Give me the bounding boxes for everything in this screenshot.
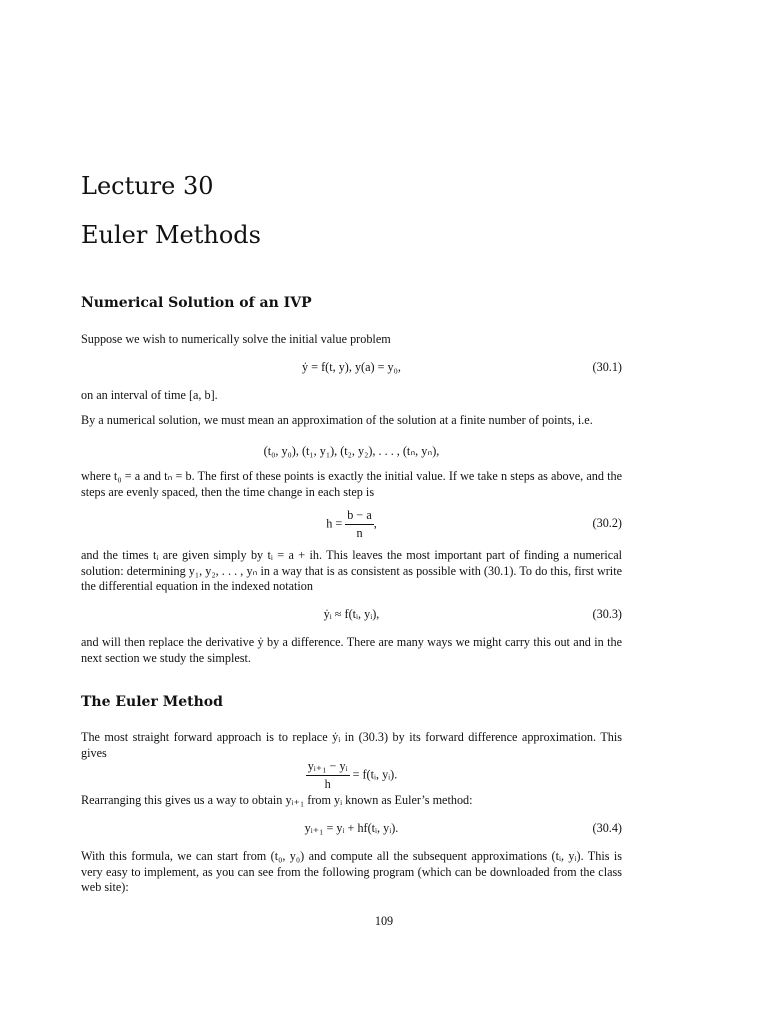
equation-forward-difference-math <box>81 759 622 792</box>
equation-30-2-math <box>81 508 622 541</box>
equation-30-2-rhs: , <box>373 516 377 531</box>
lecture-label: Lecture 30 <box>81 172 214 200</box>
equation-30-1-math: ẏ = f(t, y), y(a) = y₀, <box>302 360 401 374</box>
page-number: 109 <box>374 914 394 928</box>
paragraph-replace-derivative: and will then replace the derivative ẏ by a difference. There are many ways we might carry this out and in the next section we study the simplest. <box>81 635 622 665</box>
equation-30-2-numerator: b − a <box>345 508 373 525</box>
equation-30-2-lhs: h = <box>326 516 346 531</box>
equation-points-math: (t₀, y₀), (t₁, y₁), (t₂, y₂), . . . , (tₙ, yₙ), <box>263 444 440 458</box>
paragraph-steps: where t₀ = a and tₙ = b. The first of these points is exactly the initial value. If we take n steps as above, and the steps are evenly spaced, then the time change in each step is <box>81 469 622 499</box>
paragraph-forward-difference: The most straight forward approach is to replace ẏᵢ in (30.3) by its forward difference approximation. This gives <box>81 730 622 760</box>
section-heading-ivp: Numerical Solution of an IVP <box>81 295 312 311</box>
equation-forward-difference-denominator: h <box>324 777 331 791</box>
equation-30-3 <box>81 607 622 623</box>
equation-forward-difference <box>81 759 622 791</box>
chapter-title: Euler Methods <box>81 221 261 249</box>
section-heading-euler: The Euler Method <box>81 694 223 710</box>
equation-points <box>81 444 622 460</box>
paragraph-intro: Suppose we wish to numerically solve the initial value problem <box>81 332 391 346</box>
paragraph-numerical-solution: By a numerical solution, we must mean an approximation of the solution at a finite number of points, i.e. <box>81 413 593 427</box>
equation-30-4-math: yᵢ₊₁ = yᵢ + hf(tᵢ, yᵢ). <box>304 821 399 835</box>
paragraph-interval: on an interval of time [a, b]. <box>81 388 218 402</box>
equation-30-2-tag: (30.2) <box>592 516 622 530</box>
equation-30-4-tag: (30.4) <box>592 821 622 835</box>
equation-30-1-tag: (30.1) <box>592 360 622 374</box>
equation-30-4 <box>81 821 622 837</box>
equation-forward-difference-fraction <box>306 759 350 792</box>
paragraph-formula: With this formula, we can start from (t₀, y₀) and compute all the subsequent approximations (tᵢ, yᵢ). This is very easy to implement, as you can see from the following program (which can be downloaded from the class web site): <box>81 849 622 894</box>
equation-30-2-denominator: n <box>356 526 363 540</box>
equation-30-3-tag: (30.3) <box>592 607 622 621</box>
equation-30-3-math: ẏᵢ ≈ f(tᵢ, yᵢ), <box>323 607 380 621</box>
equation-30-2-fraction <box>345 508 373 541</box>
equation-forward-difference-numerator: yᵢ₊₁ − yᵢ <box>306 759 350 776</box>
equation-forward-difference-rhs: = f(tᵢ, yᵢ). <box>349 767 398 782</box>
equation-30-2 <box>81 508 622 542</box>
paragraph-times: and the times tᵢ are given simply by tᵢ = a + ih. This leaves the most important part of finding a numerical solution: determining y₁, y₂, . . . , yₙ in a way that is as consistent as possible with (30.1). To do this, first write the differential equation in the indexed notation <box>81 548 622 593</box>
equation-30-1 <box>81 360 622 376</box>
paragraph-rearrange: Rearranging this gives us a way to obtain yᵢ₊₁ from yᵢ known as Euler’s method: <box>81 793 473 807</box>
